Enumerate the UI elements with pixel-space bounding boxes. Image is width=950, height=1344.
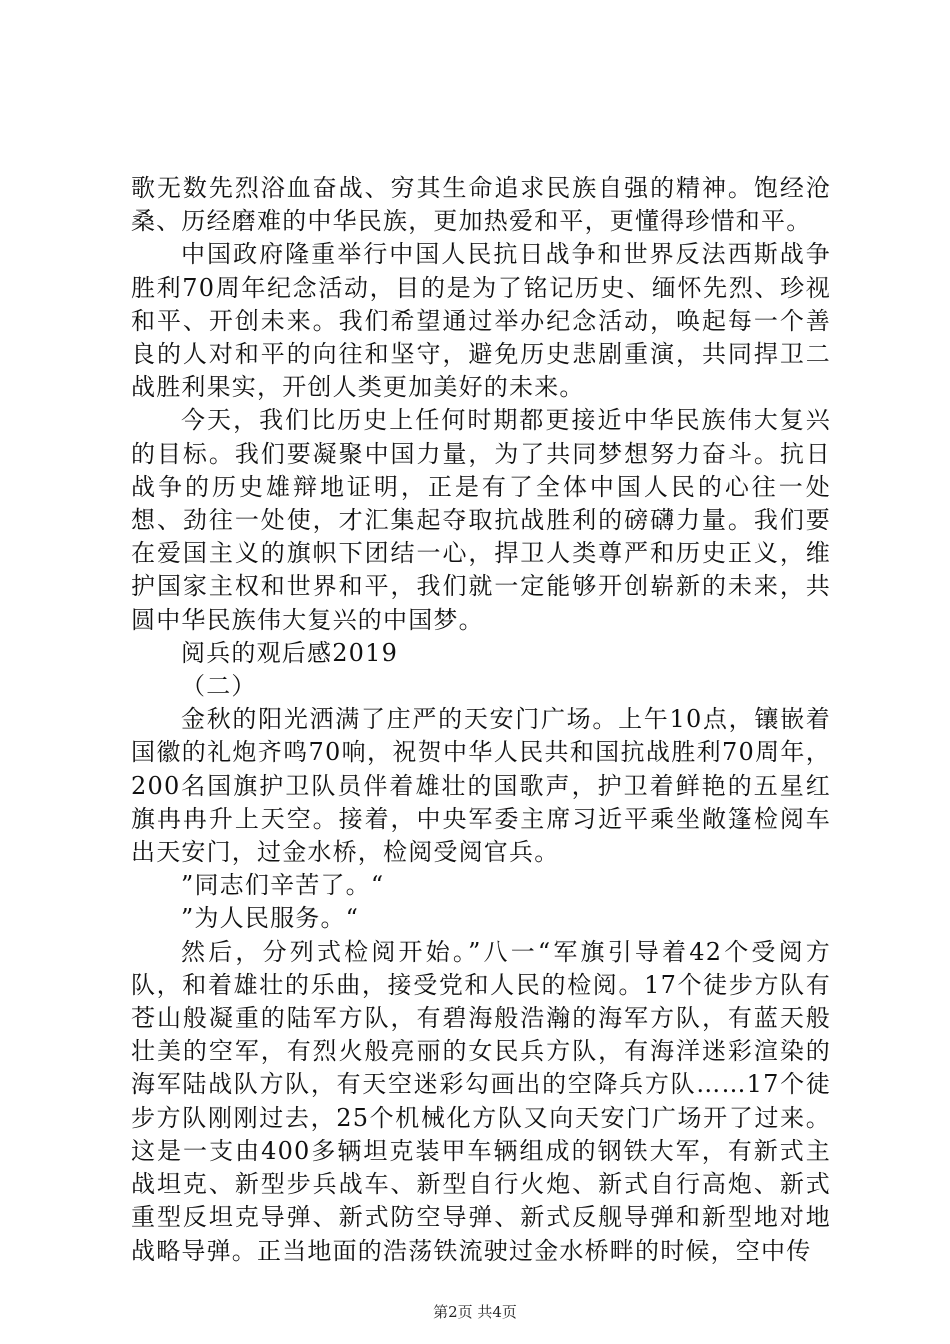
paragraph-1: 歌无数先烈浴血奋战、穷其生命追求民族自强的精神。饱经沧桑、历经磨难的中华民族，更加热爱和平，更懂得珍惜和平。 bbox=[131, 174, 831, 236]
page-footer: 第2页 共4页 bbox=[433, 1303, 517, 1321]
body-text bbox=[131, 172, 831, 1268]
paragraph-3: 今天，我们比历史上任何时期都更接近中华民族伟大复兴的目标。我们要凝聚中国力量，为了共同梦想努力奋斗。抗日战争的历史雄辩地证明，正是有了全体中国人民的心往一处想、劲往一处使，才汇集起夺取抗战胜利的磅礴力量。我们要在爱国主义的旗帜下团结一心，捍卫人类尊严和历史正义，维护国家主权和世界和平，我们就一定能够开创崭新的未来，共圆中华民族伟大复兴的中国梦。 bbox=[131, 406, 831, 634]
section-number: （二） bbox=[181, 672, 257, 701]
paragraph-5: 然后，分列式检阅开始。”八一“军旗引导着42个受阅方队，和着雄壮的乐曲，接受党和人民的检阅。17个徒步方队有苍山般凝重的陆军方队，有碧海般浩瀚的海军方队，有蓝天般壮美的空军，有烈火般亮丽的女民兵方队，有海洋迷彩渲染的海军陆战队方队，有天空迷彩勾画出的空降兵方队……17个徒步方队刚刚过去，25个机械化方队又向天安门广场开了过来。这是一支由400多辆坦克装甲车辆组成的钢铁大军，有新式主战坦克、新型步兵战车、新型自行火炮、新式自行高炮、新式重型反坦克导弹、新式防空导弹、新式反舰导弹和新型地对地战略导弹。正当地面的浩荡铁流驶过金水桥畔的时候，空中传 bbox=[131, 937, 831, 1265]
paragraph-2: 中国政府隆重举行中国人民抗日战争和世界反法西斯战争胜利70周年纪念活动，目的是为了铭记历史、缅怀先烈、珍视和平、开创未来。我们希望通过举办纪念活动，唤起每一个善良的人对和平的向往和坚守，避免历史悲剧重演，共同捍卫二战胜利果实，开创人类更加美好的未来。 bbox=[131, 240, 831, 402]
section-title: 阅兵的观后感2019 bbox=[181, 638, 399, 667]
paragraph-4: 金秋的阳光洒满了庄严的天安门广场。上午10点，镶嵌着国徽的礼炮齐鸣70响，祝贺中华人民共和国抗战胜利70周年，200名国旗护卫队员伴着雄壮的国歌声，护卫着鲜艳的五星红旗冉冉升上天空。接着，中央军委主席习近平乘坐敞篷检阅车出天安门，过金水桥，检阅受阅官兵。 bbox=[131, 705, 831, 867]
quote-line-1: ”同志们辛苦了。“ bbox=[181, 871, 385, 900]
quote-line-2: ”为人民服务。“ bbox=[181, 904, 360, 933]
